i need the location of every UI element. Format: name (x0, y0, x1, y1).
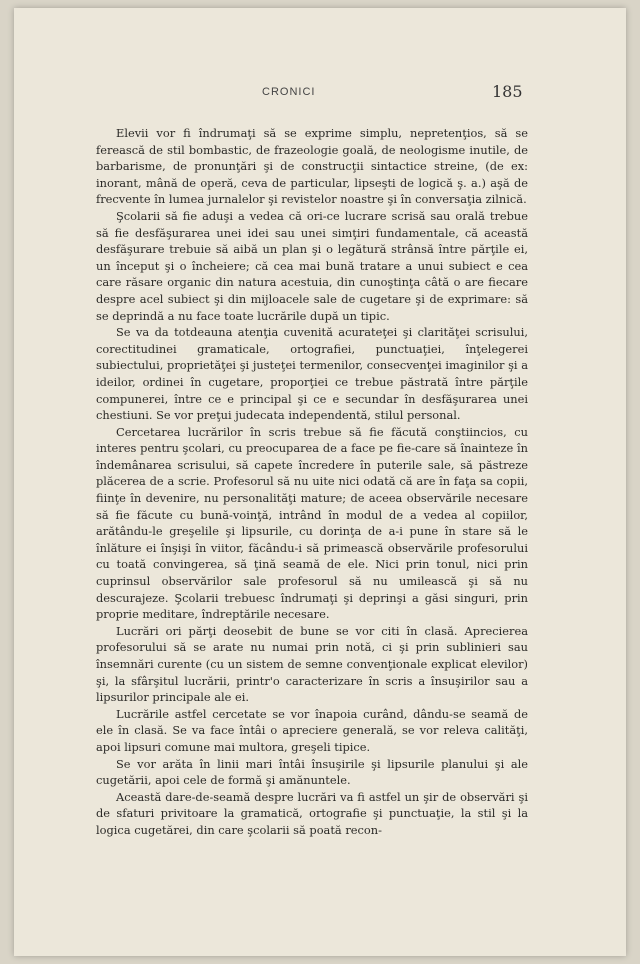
paragraph-7: Se vor arăta în linii mari întâi însuşirile şi lipsurile planului şi ale cugetării, apoi cele de formă şi amănuntele. (96, 756, 528, 788)
paragraph-3: Se va da totdeauna atenţia cuvenită acurateţei şi clarităţei scrisului, corectitudinei gramaticale, ortografiei, punctuaţiei, înţelegerei subiectului, proprietăţei şi justeţei termenilor, consecvenţei imaginilor şi a ideilor, ordinei în cugetare, proporţiei ce trebue păstrată între părţile compunerei, între ce e principal şi ce e secundar în desfăşurarea unei chestiuni. Se vor preţui judecata independentă, stilul personal. (96, 325, 528, 423)
paragraph-4: Cercetarea lucrărilor în scris trebue să fie făcută conştiincios, cu interes pentru şcolari, cu preocuparea de a face pe fie-care să înainteze în îndemânarea scrisului, să capete încredere în puterile sale, să păstreze plăcerea de a scrie. Profesorul să nu uite nici odată că are în faţa sa copii, fiinţe în devenire, nu personalităţi mature; de aceea observările necesare să fie făcute cu bună-voinţă, intrând în modul de a vedea al copiilor, arătându-le greşelile şi lipsurile, cu dorinţa de a-i pune în stare să le înlăture ei înşişi în viitor, făcându-i să primească observările profesorului cu toată convingerea, să ţină seamă de ele. Nici prin tonul, nici prin cuprinsul observărilor sale profesorul să nu umilească şi să nu descurajeze. Şcolarii trebuesc îndrumaţi şi deprinşi a găsi singuri, prin proprie meditare, îndreptările necesare. (96, 424, 528, 622)
body-text (96, 125, 528, 839)
page-number: 185 (492, 82, 523, 101)
paragraph-5: Lucrări ori părţi deosebit de bune se vor citi în clasă. Aprecierea profesorului să se arate nu numai prin notă, ci şi prin sublinieri sau însemnări curente (cu un sistem de semne convenţionale explicat elevilor) şi, la sfârşitul lucrării, printr'o caracterizare în scris a însuşirilor sau a lipsurilor principale ale ei. (96, 623, 528, 705)
paragraph-2: Şcolarii să fie aduşi a vedea că ori-ce lucrare scrisă sau orală trebue să fie desfăşurarea unei idei sau unei simţiri fundamentale, că această desfăşurare trebuie să aibă un plan şi o legătură strânsă între părţile ei, un început şi o încheiere; că cea mai bună tratare a unui subiect e cea care răsare organic din natura acestuia, din cunoştinţa câtă o are fiecare despre acel subiect şi din mijloacele sale de cugetare şi de exprimare: să se deprindă a nu face toate lucrările după un tipic. (96, 208, 528, 323)
paragraph-1: Elevii vor fi îndrumaţi să se exprime simplu, nepretenţios, să se ferească de stil bombastic, de frazeologie goală, de neologisme inutile, de barbarisme, de pronunţări şi de construcţii sintactice streine, (de ex: inorant, mână de operă, ceva de particular, lipseşti de logică ş. a.) aşă de frecvente în lumea jurnalelor şi revistelor noastre şi în conversaţia zilnică. (96, 126, 528, 207)
running-title: CRONICI (262, 86, 316, 98)
page-header (14, 82, 626, 106)
paragraph-8: Această dare-de-seamă despre lucrări va fi astfel un şir de observări şi de sfaturi privitoare la gramatică, ortografie şi punctuaţie, la stil şi la logica cugetărei, din care şcolarii să poată recon- (96, 789, 528, 837)
book-page (14, 8, 626, 956)
paragraph-6: Lucrările astfel cercetate se vor înapoia curând, dându-se seamă de ele în clasă. Se va face întâi o apreciere generală, se vor releva calităţi, apoi lipsuri comune mai multora, greşeli tipice. (96, 706, 528, 754)
